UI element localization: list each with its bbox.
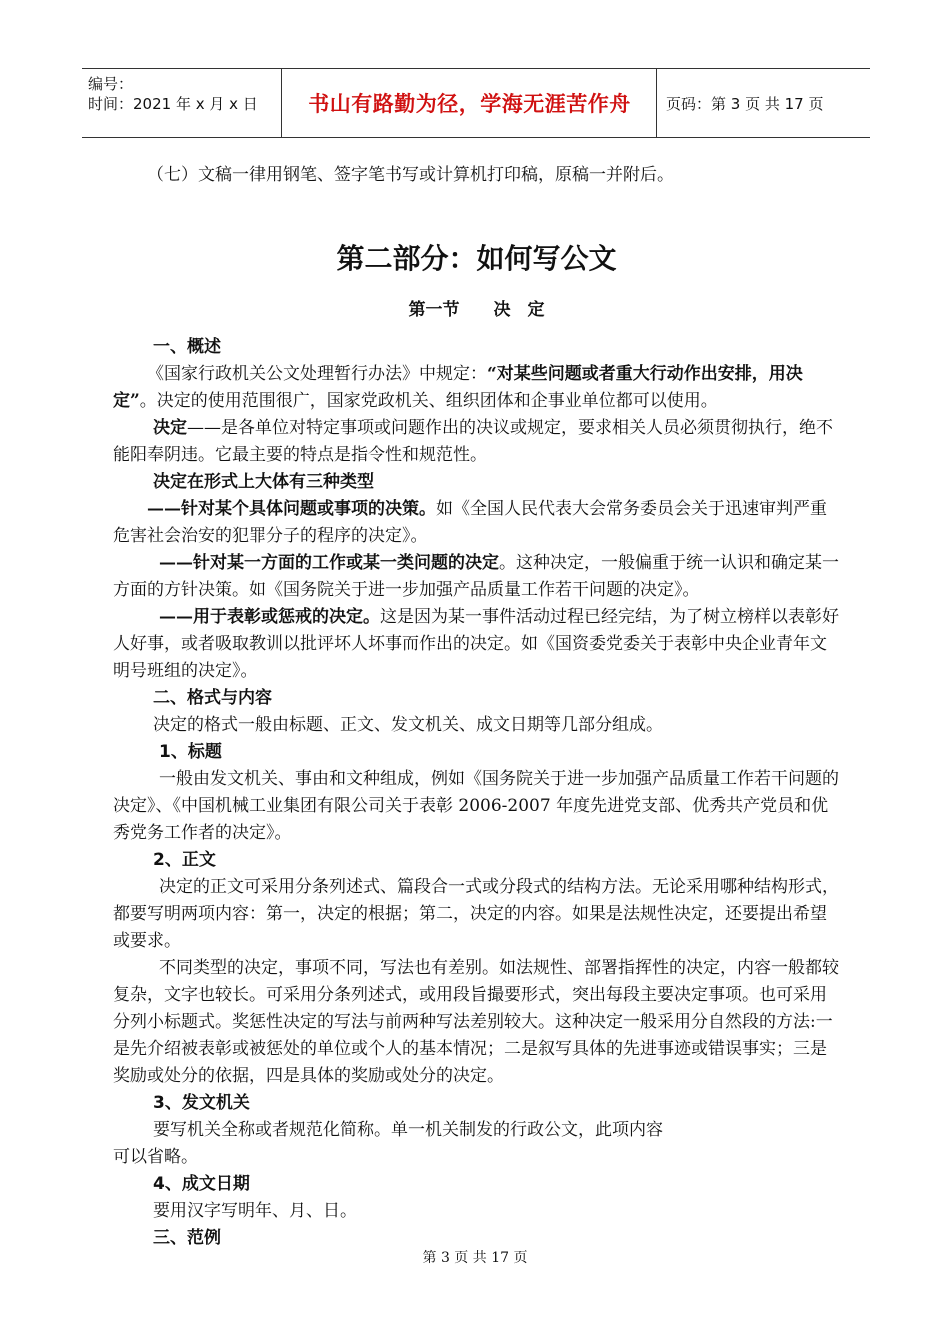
type-label: ——针对某一方面的工作或某一类问题的决定 (159, 553, 499, 573)
text: 。决定的使用范围很广，国家党政机关、组织团体和企事业单位都可以使用。 (139, 391, 718, 411)
paragraph-date: 要用汉字写明年、月、日。 (153, 1201, 357, 1221)
document-time-label: 时间：2021 年 x 月 x 日 (88, 95, 258, 113)
type-label: ——用于表彰或惩戒的决定。 (159, 607, 380, 627)
subheading-body: 2、正文 (153, 850, 216, 870)
paragraph-issuer-b: 可以省略。 (113, 1147, 198, 1167)
type-3 (113, 604, 840, 685)
paragraph-issuer-a: 要写机关全称或者规范化简称。单一机关制发的行政公文，此项内容 (153, 1120, 663, 1140)
section-heading-format: 二、格式与内容 (153, 688, 272, 708)
paragraph-body-1: 决定的正文可采用分条列述式、篇段合一式或分段式的结构方法。无论采用哪种结构形式，都要写明两项内容：第一，决定的根据；第二，决定的内容。如果是法规性决定，还要提出希望或要求。 (113, 877, 839, 951)
type-label: ——针对某个具体问题或事项的决策。 (147, 499, 436, 519)
section-heading-examples: 三、范例 (153, 1228, 221, 1248)
type-2 (113, 550, 840, 604)
text: 如《全国人民代表大会常务委员会关于迅速审判严重危害社会治安的犯罪分子的程序的决定》。 (113, 499, 827, 546)
subheading-date: 4、成文日期 (153, 1174, 250, 1194)
subheading-title: 1、标题 (159, 742, 222, 762)
part-title: 第二部分：如何写公文 (336, 242, 617, 275)
subheading-issuer: 3、发文机关 (153, 1093, 250, 1113)
text: 这是因为某一事件活动过程已经完结，为了树立榜样以表彰好人好事，或者吸取教训以批评坏人坏事而作出的决定。如《国资委党委关于表彰中央企业青年文明号班组的决定》。 (113, 607, 839, 681)
paragraph-overview-1 (113, 361, 840, 415)
header-meta (82, 69, 282, 137)
quote-text: “对某些问题或者重大行动作出安排，用决定” (113, 364, 803, 411)
header-motto: 书山有路勤为径，学海无涯苦作舟 (283, 69, 657, 137)
document-body (113, 160, 840, 1252)
paragraph-body-2: 不同类型的决定，事项不同，写法也有差别。如法规性、部署指挥性的决定，内容一般都较复杂，文字也较长。可采用分条列述式，或用段旨撮要形式，突出每段主要决定事项。也可采用分列小标题式。奖惩性决定的写法与前两种写法差别较大。这种决定一般采用分自然段的方法:一是先介绍被表彰或被惩处的单位或个人的基本情况；二是叙写具体的先进事迹或错误事实；三是奖励或处分的依据，四是具体的奖励或处分的决定。 (113, 958, 839, 1086)
section-title: 第一节 决 定 (408, 300, 545, 320)
paragraph-title: 一般由发文机关、事由和文种组成，例如《国务院关于进一步加强产品质量工作若干问题的决定》、《中国机械工业集团有限公司关于表彰 2006-2007 年度先进党支部、优秀共产党员和优秀党务工作者的决定》。 (113, 769, 839, 843)
text: 。这种决定，一般偏重于统一认识和确定某一方面的方针决策。如《国务院关于进一步加强产品质量工作若干问题的决定》。 (113, 553, 839, 600)
paragraph-format: 决定的格式一般由标题、正文、发文机关、成文日期等几部分组成。 (153, 715, 663, 735)
term-text: 决定 (153, 418, 187, 438)
section-heading-overview: 一、概述 (153, 337, 221, 357)
page-header (82, 68, 870, 138)
document-number-label: 编号： (88, 75, 134, 93)
header-page-info: 页码：第 3 页 共 17 页 (666, 94, 824, 113)
types-heading: 决定在形式上大体有三种类型 (153, 472, 374, 492)
intro-line: （七）文稿一律用钢笔、签字笔书写或计算机打印稿，原稿一并附后。 (147, 165, 674, 185)
paragraph-overview-2 (113, 415, 840, 469)
text: ——是各单位对特定事项或问题作出的决议或规定，要求相关人员必须贯彻执行，绝不能阳奉阴违。它最主要的特点是指令性和规范性。 (113, 418, 833, 465)
type-1 (113, 496, 840, 550)
page-footer: 第 3 页 共 17 页 (422, 1250, 528, 1266)
text: 《国家行政机关公文处理暂行办法》中规定： (147, 364, 487, 384)
